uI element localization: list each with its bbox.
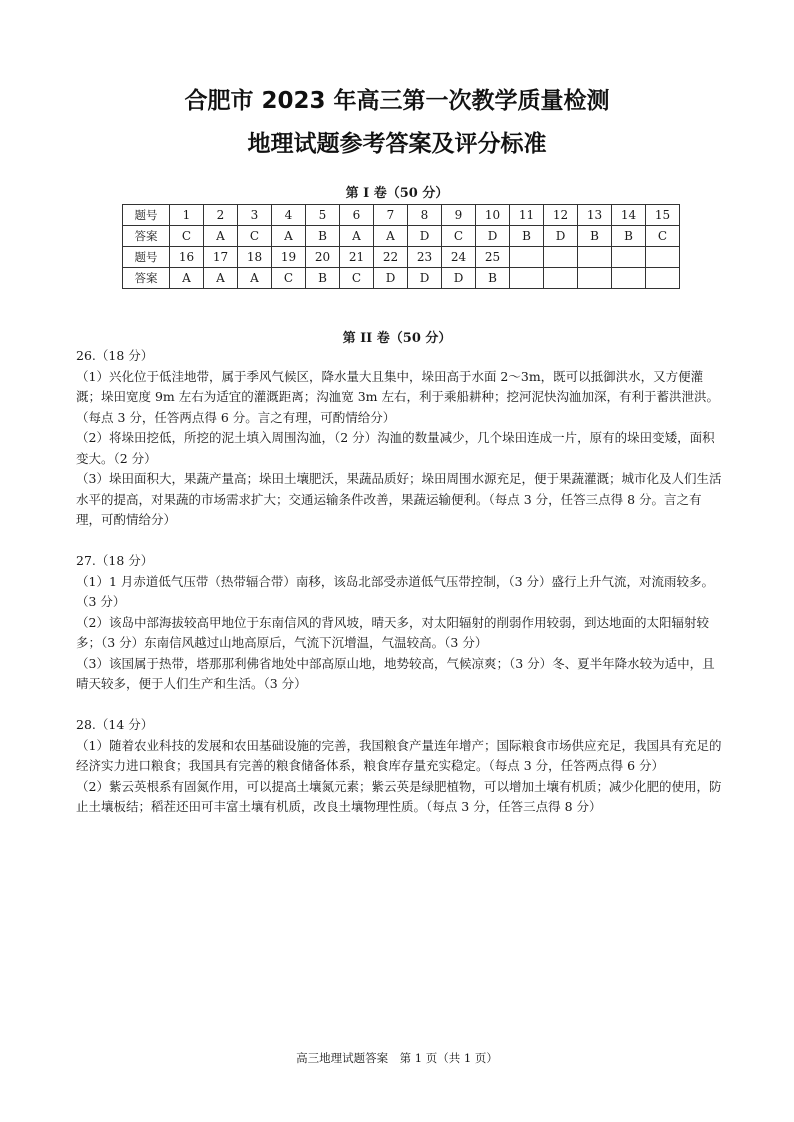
part2-title: 第 II 卷（50 分）	[342, 331, 452, 346]
row-label: 答案	[123, 268, 170, 289]
page-footer: 高三地理试题答案 第 1 页（共 1 页）	[296, 1051, 498, 1065]
table-cell: 2	[204, 205, 238, 226]
table-cell: B	[510, 226, 544, 247]
table-cell: 22	[374, 247, 408, 268]
table-cell	[646, 247, 680, 268]
table-cell: 7	[374, 205, 408, 226]
table-cell: 4	[272, 205, 306, 226]
table-cell: C	[238, 226, 272, 247]
table-cell: 11	[510, 205, 544, 226]
question-number-row	[123, 205, 680, 226]
table-cell: C	[340, 268, 374, 289]
table-cell: 18	[238, 247, 272, 268]
table-cell: 24	[442, 247, 476, 268]
answer-table	[122, 204, 680, 289]
table-cell: C	[272, 268, 306, 289]
table-cell: A	[238, 268, 272, 289]
table-cell	[544, 268, 578, 289]
table-cell: A	[340, 226, 374, 247]
table-cell	[612, 268, 646, 289]
question-head: 28.（14 分）	[76, 717, 154, 732]
table-cell: 5	[306, 205, 340, 226]
question-head: 26.（18 分）	[76, 348, 154, 363]
table-cell: D	[374, 268, 408, 289]
table-cell	[510, 268, 544, 289]
question-number-row	[123, 247, 680, 268]
table-cell: C	[442, 226, 476, 247]
table-cell: 20	[306, 247, 340, 268]
table-cell: C	[170, 226, 204, 247]
table-cell	[578, 247, 612, 268]
question-26	[76, 346, 724, 531]
answer-row	[123, 268, 680, 289]
table-cell: 10	[476, 205, 510, 226]
table-cell: A	[170, 268, 204, 289]
part1-title: 第 I 卷（50 分）	[345, 186, 449, 201]
table-cell: 21	[340, 247, 374, 268]
table-cell: 19	[272, 247, 306, 268]
table-cell: D	[442, 268, 476, 289]
table-cell: D	[408, 268, 442, 289]
table-cell: 23	[408, 247, 442, 268]
answer-part: （3）该国属于热带，塔那那利佛省地处中部高原山地，地势较高，气候凉爽；（3 分）冬、夏半年降水较为适中，且晴天较多，便于人们生产和生活。（3 分）	[76, 655, 715, 691]
question-head: 27.（18 分）	[76, 553, 154, 568]
answer-part: （3）垛田面积大，果蔬产量高；垛田土壤肥沃，果蔬品质好；垛田周围水源充足，便于果蔬灌溉；城市化及人们生活水平的提高，对果蔬的市场需求扩大；交通运输条件改善，果蔬运输便利。（每点 3 分，任答三点得 8 分。言之有理，可酌情给分）	[76, 471, 722, 527]
table-cell: A	[204, 226, 238, 247]
row-label: 题号	[123, 205, 170, 226]
row-label: 答案	[123, 226, 170, 247]
table-cell: B	[306, 226, 340, 247]
table-cell: 6	[340, 205, 374, 226]
table-cell: 15	[646, 205, 680, 226]
table-cell	[578, 268, 612, 289]
table-cell: B	[578, 226, 612, 247]
table-cell: C	[646, 226, 680, 247]
table-cell: A	[272, 226, 306, 247]
question-28	[76, 715, 724, 818]
table-cell: 14	[612, 205, 646, 226]
table-cell	[544, 247, 578, 268]
question-27	[76, 551, 724, 695]
table-cell: 3	[238, 205, 272, 226]
document-title: 合肥市 2023 年高三第一次教学质量检测	[184, 88, 610, 114]
table-cell: A	[204, 268, 238, 289]
table-cell	[510, 247, 544, 268]
answer-row	[123, 226, 680, 247]
table-cell: B	[476, 268, 510, 289]
answer-part: （2）将垛田挖低，所挖的泥土填入周围沟洫，（2 分）沟洫的数量减少，几个垛田连成一片，原有的垛田变矮，面积变大。（2 分）	[76, 430, 715, 466]
table-cell: 25	[476, 247, 510, 268]
answer-part: （1）兴化位于低洼地带，属于季风气候区，降水量大且集中，垛田高于水面 2～3m，既可以抵御洪水，又方便灌溉；垛田宽度 9m 左右为适宜的灌溉距离；沟洫宽 3m 左右，利于乘船耕种；挖河泥快沟洫加深，有利于蓄洪泄洪。（每点 3 分，任答两点得 6 分。言之有理，可酌情给分）	[76, 368, 720, 425]
row-label: 题号	[123, 247, 170, 268]
table-cell: 16	[170, 247, 204, 268]
answer-part: （1）随着农业科技的发展和农田基础设施的完善，我国粮食产量连年增产；国际粮食市场供应充足，我国具有充足的经济实力进口粮食；我国具有完善的粮食储备体系，粮食库存量充实稳定。（每点 3 分，任答两点得 6 分）	[76, 737, 722, 773]
table-cell: D	[408, 226, 442, 247]
table-cell: D	[544, 226, 578, 247]
table-cell	[646, 268, 680, 289]
table-cell: D	[476, 226, 510, 247]
table-cell: A	[374, 226, 408, 247]
answer-part: （2）紫云英根系有固氮作用，可以提高土壤氮元素；紫云英是绿肥植物，可以增加土壤有机质；减少化肥的使用，防止土壤板结；稻茬还田可丰富土壤有机质，改良土壤物理性质。（每点 3 分，任答三点得 8 分）	[76, 778, 722, 814]
answer-part: （2）该岛中部海拔较高甲地位于东南信风的背风坡，晴天多，对太阳辐射的削弱作用较弱，到达地面的太阳辐射较多；（3 分）东南信风越过山地高原后，气流下沉增温，气温较高。（3 分）	[76, 614, 709, 650]
document-subtitle: 地理试题参考答案及评分标准	[247, 131, 547, 157]
answer-part: （1）1 月赤道低气压带（热带辐合带）南移，该岛北部受赤道低气压带控制，（3 分）盛行上升气流，对流雨较多。（3 分）	[76, 573, 715, 609]
table-cell	[612, 247, 646, 268]
table-cell: 9	[442, 205, 476, 226]
table-cell: B	[306, 268, 340, 289]
table-cell: 17	[204, 247, 238, 268]
table-cell: 1	[170, 205, 204, 226]
table-cell: 12	[544, 205, 578, 226]
table-cell: 8	[408, 205, 442, 226]
table-cell: B	[612, 226, 646, 247]
table-cell: 13	[578, 205, 612, 226]
